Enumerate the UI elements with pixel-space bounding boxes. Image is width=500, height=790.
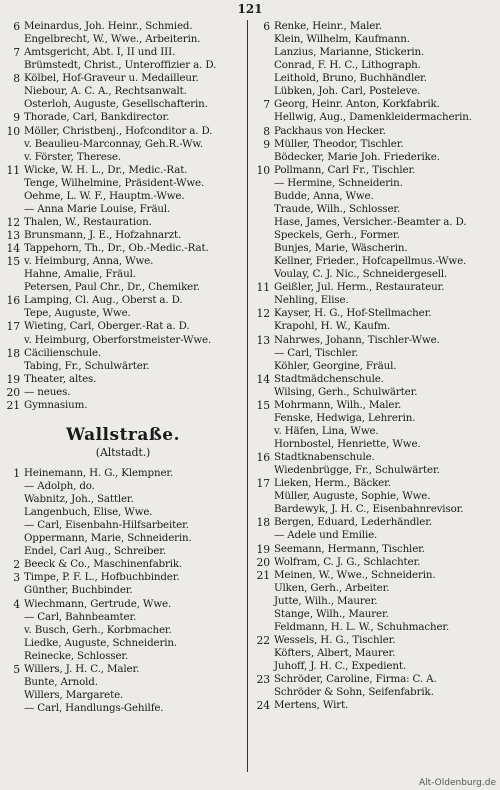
street-subheading: (Altstadt.) bbox=[95, 445, 151, 459]
entry-text: Traude, Wilh., Schlosser. bbox=[274, 202, 401, 215]
directory-entry bbox=[4, 347, 242, 360]
entry-text: Beeck & Co., Maschinenfabrik. bbox=[24, 558, 183, 571]
directory-entry bbox=[254, 673, 498, 686]
house-number: 9 bbox=[263, 137, 270, 151]
directory-entry bbox=[4, 399, 242, 412]
directory-entry bbox=[4, 480, 242, 493]
house-number: 10 bbox=[6, 124, 20, 138]
entry-text: Tenge, Wilhelmine, Präsident-Wwe. bbox=[24, 176, 205, 189]
house-number: 23 bbox=[256, 673, 270, 687]
directory-entry bbox=[4, 611, 242, 624]
entry-text: Wessels, H. G., Tischler. bbox=[274, 633, 396, 646]
entry-text: Lieken, Herm., Bäcker. bbox=[274, 477, 391, 490]
entry-text: Nehling, Elise. bbox=[274, 294, 349, 307]
directory-entry bbox=[4, 637, 242, 650]
house-number: 13 bbox=[256, 333, 270, 347]
directory-entry bbox=[254, 138, 498, 151]
directory-entry bbox=[254, 72, 498, 85]
directory-entry bbox=[254, 412, 498, 425]
entry-text: — Carl, Tischler. bbox=[274, 346, 359, 359]
entry-text: — Hermine, Schneiderin. bbox=[274, 176, 403, 189]
directory-entry bbox=[4, 373, 242, 386]
entry-text: Osterloh, Auguste, Gesellschafterin. bbox=[24, 98, 208, 111]
house-number: 11 bbox=[6, 163, 20, 177]
page-number: 121 bbox=[237, 2, 263, 16]
entry-text: Brunsmann, J. E., Hofzahnarzt. bbox=[24, 229, 182, 241]
house-number: 14 bbox=[256, 372, 270, 386]
directory-entry bbox=[254, 399, 498, 412]
directory-entry bbox=[254, 46, 498, 59]
entry-text: Willers, J. H. C., Maler. bbox=[24, 662, 140, 675]
directory-entry bbox=[254, 59, 498, 72]
entry-text: Packhaus von Hecker. bbox=[274, 124, 386, 137]
entry-text: Hahne, Amalie, Fräul. bbox=[24, 268, 136, 281]
entry-text: Brümstedt, Christ., Unteroffizier a. D. bbox=[24, 59, 217, 72]
entry-text: Wiedenbrügge, Fr., Schulwärter. bbox=[274, 464, 440, 477]
entry-text: Meinen, W., Wwe., Schneiderin. bbox=[274, 568, 436, 581]
entry-text: Stadtmädchenschule. bbox=[274, 372, 384, 385]
entry-text: v. Heimburg, Oberforstmeister-Wwe. bbox=[24, 333, 212, 346]
entry-text: Fenske, Hedwiga, Lehrerin. bbox=[274, 411, 416, 424]
directory-entry bbox=[4, 268, 242, 281]
entry-text: Tabing, Fr., Schulwärter. bbox=[24, 359, 150, 372]
directory-entry bbox=[4, 242, 242, 255]
entry-text: Hase, James, Versicher.-Beamter a. D. bbox=[274, 215, 467, 228]
house-number: 16 bbox=[256, 451, 270, 465]
house-number: 20 bbox=[256, 555, 270, 569]
directory-entry bbox=[254, 464, 498, 477]
directory-entry bbox=[4, 650, 242, 663]
house-number: 19 bbox=[256, 542, 270, 556]
directory-entry bbox=[4, 20, 242, 33]
entry-text: Stadtknabenschule. bbox=[274, 451, 375, 464]
house-number: 2 bbox=[13, 558, 20, 572]
entry-text: Seemann, Hermann, Tischler. bbox=[274, 542, 425, 555]
house-number: 7 bbox=[263, 98, 270, 112]
directory-entry bbox=[254, 582, 498, 595]
directory-entry bbox=[254, 686, 498, 699]
directory-entry bbox=[4, 360, 242, 373]
house-number: 5 bbox=[13, 662, 20, 676]
entry-text: Wilsing, Gerh., Schulwärter. bbox=[274, 385, 418, 398]
directory-entry bbox=[4, 493, 242, 506]
directory-entry bbox=[4, 255, 242, 268]
entry-text: Klein, Wilhelm, Kaufmann. bbox=[274, 33, 410, 46]
house-number: 19 bbox=[6, 372, 20, 386]
entry-text: Juhoff, J. H. C., Expedient. bbox=[274, 660, 406, 673]
entry-text: Lübken, Joh. Carl, Posteleve. bbox=[274, 85, 421, 98]
directory-entry bbox=[4, 229, 242, 242]
entry-text: Thorade, Carl, Bankdirector. bbox=[24, 111, 170, 124]
house-number: 17 bbox=[256, 477, 270, 491]
directory-entry bbox=[4, 624, 242, 637]
directory-entry bbox=[254, 634, 498, 647]
directory-entry bbox=[254, 516, 498, 529]
house-number: 11 bbox=[256, 281, 270, 295]
entry-text: Wabnitz, Joh., Sattler. bbox=[24, 493, 134, 505]
directory-entry bbox=[4, 46, 242, 59]
directory-entry bbox=[4, 151, 242, 164]
house-number: 12 bbox=[6, 215, 20, 229]
directory-entry bbox=[254, 177, 498, 190]
entry-text: Willers, Margarete. bbox=[24, 688, 124, 701]
entry-text: Meinardus, Joh. Heinr., Schmied. bbox=[24, 20, 193, 32]
entry-text: Lamping, Cl. Aug., Oberst a. D. bbox=[24, 294, 183, 307]
house-number: 8 bbox=[13, 72, 20, 86]
entry-text: Wicke, W. H. L., Dr., Medic.-Rat. bbox=[24, 163, 188, 176]
directory-entry bbox=[254, 425, 498, 438]
directory-entry bbox=[254, 347, 498, 360]
entry-text: — Carl, Bahnbeamter. bbox=[24, 610, 137, 623]
entry-text: Cäcilienschule. bbox=[24, 346, 102, 359]
entry-text: Mertens, Wirt. bbox=[274, 699, 349, 712]
house-number: 12 bbox=[256, 307, 270, 321]
entry-text: Timpe, P. F. L., Hofbuchbinder. bbox=[24, 571, 180, 584]
entry-text: Stange, Wilh., Maurer. bbox=[274, 607, 389, 620]
house-number: 15 bbox=[6, 255, 20, 269]
entry-text: v. Förster, Therese. bbox=[24, 150, 121, 163]
entry-text: Voulay, C. J. Nic., Schneidergesell. bbox=[274, 268, 448, 281]
street-heading: Wallstraße. bbox=[65, 424, 181, 445]
entry-text: Langenbuch, Elise, Wwe. bbox=[24, 506, 153, 519]
house-number: 17 bbox=[6, 320, 20, 334]
directory-entry bbox=[254, 373, 498, 386]
directory-entry bbox=[254, 125, 498, 138]
entry-text: Kölbel, Hof-Graveur u. Medailleur. bbox=[24, 72, 199, 85]
house-number: 21 bbox=[6, 398, 20, 412]
entry-text: Speckels, Gerh., Former. bbox=[274, 229, 400, 241]
entry-text: Thalen, W., Restauration. bbox=[24, 215, 152, 228]
entry-text: Kayser, H. G., Hof-Stellmacher. bbox=[274, 307, 432, 320]
entry-text: — Anna Marie Louise, Fräul. bbox=[24, 202, 171, 215]
entry-text: Gymnasium. bbox=[24, 398, 88, 411]
entry-text: Renke, Heinr., Maler. bbox=[274, 20, 382, 32]
directory-entry bbox=[4, 33, 242, 46]
directory-entry bbox=[4, 203, 242, 216]
house-number: 18 bbox=[6, 346, 20, 360]
directory-entry bbox=[254, 595, 498, 608]
entry-text: Oehme, L. W. F., Hauptm.-Wwe. bbox=[24, 189, 185, 202]
directory-entry bbox=[254, 647, 498, 660]
directory-entry bbox=[254, 334, 498, 347]
entry-text: Köfters, Albert, Maurer. bbox=[274, 647, 396, 659]
directory-entry bbox=[254, 608, 498, 621]
entry-text: Reinecke, Schlosser. bbox=[24, 649, 129, 662]
entry-text: Petersen, Paul Chr., Dr., Chemiker. bbox=[24, 281, 200, 294]
entry-text: Hornbostel, Henriette, Wwe. bbox=[274, 438, 421, 450]
directory-entry bbox=[254, 438, 498, 451]
entry-text: Engelbrecht, W., Wwe., Arbeiterin. bbox=[24, 33, 201, 46]
right-entries bbox=[254, 20, 498, 712]
entry-text: Bunjes, Marie, Wäscherin. bbox=[274, 242, 408, 255]
entry-text: — Carl, Eisenbahn-Hilfsarbeiter. bbox=[24, 519, 189, 532]
directory-entry bbox=[254, 621, 498, 634]
directory-entry bbox=[4, 177, 242, 190]
entry-text: Möller, Christbenj., Hofconditor a. D. bbox=[24, 124, 213, 137]
house-number: 10 bbox=[256, 163, 270, 177]
column-divider bbox=[247, 20, 248, 772]
entry-text: v. Beaulieu-Marconnay, Geh.R.-Ww. bbox=[24, 137, 203, 150]
directory-entry bbox=[254, 164, 498, 177]
watermark: Alt-Oldenburg.de bbox=[418, 778, 496, 788]
house-number: 20 bbox=[6, 385, 20, 399]
entry-text: Amtsgericht, Abt. I, II und III. bbox=[24, 46, 176, 59]
directory-entry bbox=[254, 529, 498, 542]
entry-text: Bödecker, Marie Joh. Friederike. bbox=[274, 150, 440, 163]
left-top-entries bbox=[4, 20, 242, 412]
directory-entry bbox=[254, 190, 498, 203]
directory-entry bbox=[4, 584, 242, 597]
entry-text: Krapohl, H. W., Kaufm. bbox=[274, 320, 391, 333]
left-bottom-entries bbox=[4, 467, 242, 715]
house-number: 22 bbox=[256, 633, 270, 647]
directory-entry bbox=[4, 676, 242, 689]
house-number: 16 bbox=[6, 294, 20, 308]
entry-text: Müller, Theodor, Tischler. bbox=[274, 137, 404, 150]
directory-entry bbox=[4, 98, 242, 111]
entry-text: Mohrmann, Wilh., Maler. bbox=[274, 398, 402, 411]
house-number: 21 bbox=[256, 568, 270, 582]
entry-text: Liedke, Auguste, Schneiderin. bbox=[24, 636, 177, 649]
entry-text: Schröder, Caroline, Firma: C. A. bbox=[274, 673, 437, 686]
entry-text: Jutte, Wilh., Maurer. bbox=[274, 594, 378, 607]
directory-entry bbox=[4, 598, 242, 611]
directory-entry bbox=[4, 281, 242, 294]
house-number: 4 bbox=[13, 597, 20, 611]
entry-text: Bunte, Arnold. bbox=[24, 675, 98, 688]
right-column bbox=[254, 20, 498, 712]
directory-entry bbox=[254, 543, 498, 556]
entry-text: Budde, Anna, Wwe. bbox=[274, 189, 374, 202]
directory-entry bbox=[4, 386, 242, 399]
directory-entry bbox=[4, 334, 242, 347]
entry-text: Tappehorn, Th., Dr., Ob.-Medic.-Rat. bbox=[24, 242, 209, 255]
directory-entry bbox=[254, 151, 498, 164]
directory-entry bbox=[4, 506, 242, 519]
directory-entry bbox=[254, 268, 498, 281]
directory-entry bbox=[4, 519, 242, 532]
entry-text: Müller, Auguste, Sophie, Wwe. bbox=[274, 490, 431, 503]
entry-text: Schröder & Sohn, Seifenfabrik. bbox=[274, 686, 434, 699]
directory-entry bbox=[254, 85, 498, 98]
directory-entry bbox=[4, 294, 242, 307]
house-number: 6 bbox=[13, 20, 20, 33]
house-number: 6 bbox=[263, 20, 270, 33]
entry-text: — Carl, Handlungs-Gehilfe. bbox=[24, 702, 164, 714]
directory-entry bbox=[4, 72, 242, 85]
directory-entry bbox=[4, 190, 242, 203]
directory-entry bbox=[254, 98, 498, 111]
entry-text: Oppermann, Marie, Schneiderin. bbox=[24, 532, 192, 545]
directory-entry bbox=[254, 477, 498, 490]
directory-entry bbox=[254, 320, 498, 333]
directory-entry bbox=[254, 203, 498, 216]
entry-text: Lanzius, Marianne, Stickerin. bbox=[274, 46, 425, 59]
house-number: 18 bbox=[256, 516, 270, 530]
entry-text: Theater, altes. bbox=[24, 372, 97, 385]
entry-text: v. Heimburg, Anna, Wwe. bbox=[24, 255, 154, 268]
entry-text: Georg, Heinr. Anton, Korkfabrik. bbox=[274, 98, 440, 111]
left-column bbox=[4, 20, 242, 715]
directory-entry bbox=[254, 20, 498, 33]
directory-entry bbox=[254, 556, 498, 569]
entry-text: v. Busch, Gerh., Korbmacher. bbox=[24, 623, 172, 636]
entry-text: Pollmann, Carl Fr., Tischler. bbox=[274, 163, 416, 176]
directory-entry bbox=[254, 490, 498, 503]
entry-text: Tepe, Auguste, Wwe. bbox=[24, 307, 131, 320]
directory-entry bbox=[254, 111, 498, 124]
directory-entry bbox=[4, 558, 242, 571]
directory-entry bbox=[254, 503, 498, 516]
directory-entry bbox=[254, 281, 498, 294]
entry-text: Köhler, Georgine, Fräul. bbox=[274, 359, 397, 372]
entry-text: Wiechmann, Gertrude, Wwe. bbox=[24, 597, 172, 610]
entry-text: — Adele und Emilie. bbox=[274, 529, 378, 542]
entry-text: Niebour, A. C. A., Rechtsanwalt. bbox=[24, 85, 187, 98]
directory-entry bbox=[254, 660, 498, 673]
house-number: 1 bbox=[13, 466, 20, 480]
entry-text: Nahrwes, Johann, Tischler-Wwe. bbox=[274, 333, 440, 346]
entry-text: Kellner, Frieder., Hofcapellmus.-Wwe. bbox=[274, 255, 467, 268]
directory-entry bbox=[254, 242, 498, 255]
entry-text: Bergen, Eduard, Lederhändler. bbox=[274, 516, 433, 529]
entry-text: Feldmann, H. L. W., Schuhmacher. bbox=[274, 620, 450, 633]
entry-text: Wieting, Carl, Oberger.-Rat a. D. bbox=[24, 320, 190, 333]
directory-entry bbox=[254, 699, 498, 712]
entry-text: Bardewyk, J. H. C., Eisenbahnrevisor. bbox=[274, 503, 464, 516]
directory-entry bbox=[4, 216, 242, 229]
directory-entry bbox=[254, 569, 498, 582]
directory-entry bbox=[4, 532, 242, 545]
entry-text: Endel, Carl Aug., Schreiber. bbox=[24, 545, 166, 558]
directory-entry bbox=[4, 320, 242, 333]
directory-entry bbox=[254, 255, 498, 268]
directory-entry bbox=[4, 702, 242, 715]
directory-entry bbox=[4, 307, 242, 320]
house-number: 8 bbox=[263, 124, 270, 138]
entry-text: Conrad, F. H. C., Lithograph. bbox=[274, 59, 421, 72]
entry-text: Wolfram, C. J. G., Schlachter. bbox=[274, 555, 421, 568]
entry-text: Ulken, Gerh., Arbeiter. bbox=[274, 581, 390, 594]
directory-entry bbox=[254, 33, 498, 46]
entry-text: — Adolph, do. bbox=[24, 479, 95, 492]
directory-entry bbox=[254, 294, 498, 307]
directory-entry bbox=[254, 451, 498, 464]
directory-entry bbox=[4, 111, 242, 124]
directory-entry bbox=[254, 386, 498, 399]
entry-text: Geißler, Jul. Herm., Restaurateur. bbox=[274, 281, 445, 294]
entry-text: Günther, Buchbinder. bbox=[24, 584, 133, 597]
house-number: 15 bbox=[256, 398, 270, 412]
directory-entry bbox=[4, 663, 242, 676]
directory-entry bbox=[4, 545, 242, 558]
directory-entry bbox=[4, 125, 242, 138]
directory-entry bbox=[4, 467, 242, 480]
directory-entry bbox=[4, 689, 242, 702]
house-number: 24 bbox=[256, 699, 270, 713]
entry-text: — neues. bbox=[24, 385, 71, 398]
entry-text: Leithold, Bruno, Buchhändler. bbox=[274, 72, 427, 85]
house-number: 13 bbox=[6, 229, 20, 242]
entry-text: Hellwig, Aug., Damenkleidermacherin. bbox=[274, 111, 472, 124]
house-number: 14 bbox=[6, 242, 20, 256]
entry-text: v. Häfen, Lina, Wwe. bbox=[274, 424, 379, 437]
directory-entry bbox=[254, 360, 498, 373]
directory-entry bbox=[4, 571, 242, 584]
house-number: 7 bbox=[13, 46, 20, 60]
directory-entry bbox=[254, 216, 498, 229]
house-number: 3 bbox=[13, 571, 20, 585]
house-number: 9 bbox=[13, 111, 20, 125]
entry-text: Heinemann, H. G., Klempner. bbox=[24, 466, 174, 479]
directory-entry bbox=[4, 164, 242, 177]
directory-entry bbox=[4, 85, 242, 98]
directory-entry bbox=[4, 59, 242, 72]
directory-entry bbox=[254, 229, 498, 242]
directory-entry bbox=[254, 307, 498, 320]
directory-entry bbox=[4, 138, 242, 151]
